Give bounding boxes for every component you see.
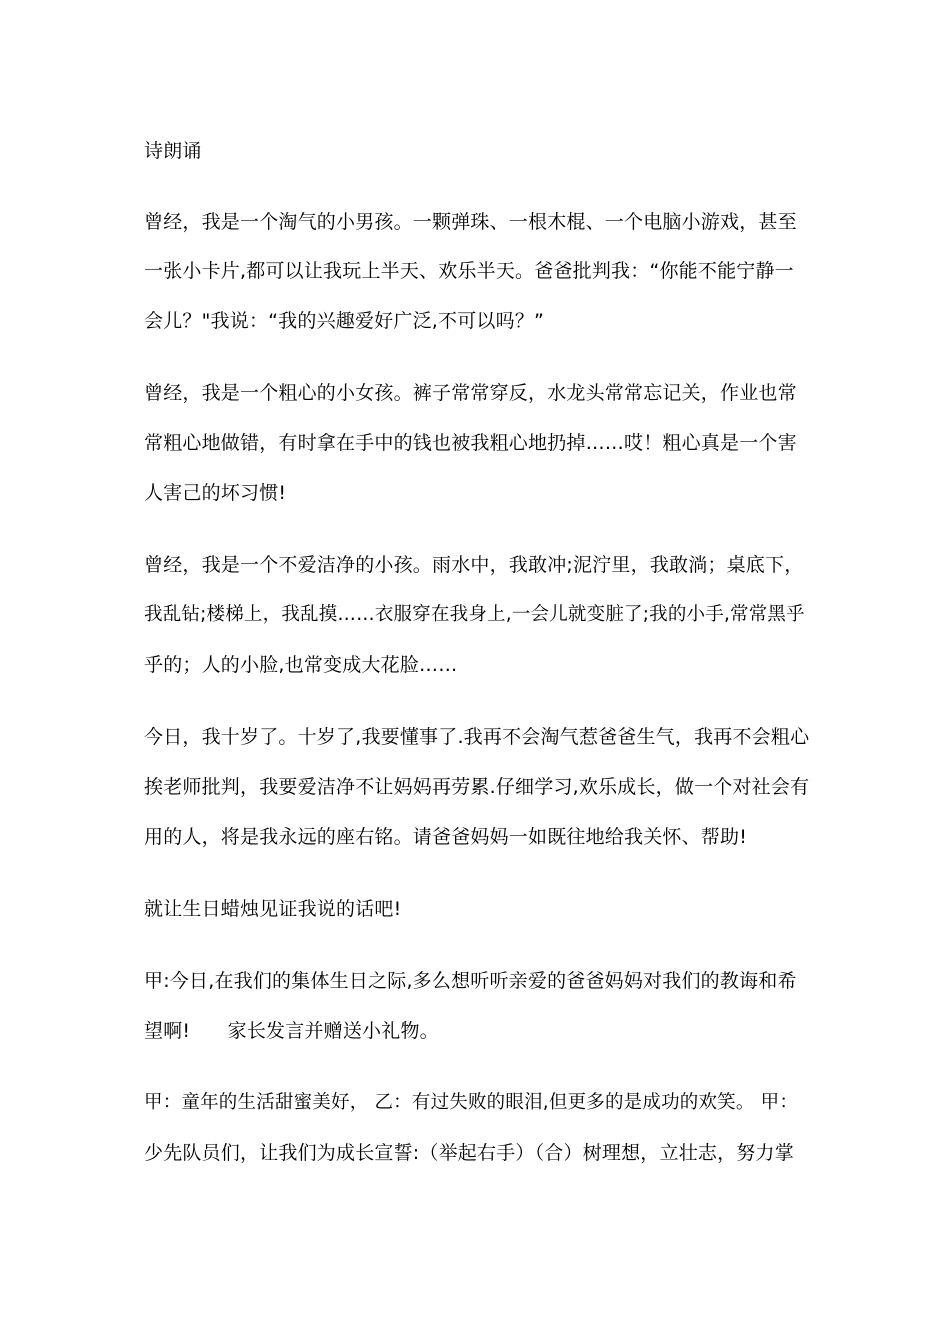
paragraph-line: 望啊! 家长发言并赠送小礼物。 [144, 1020, 439, 1042]
paragraph-line: 常粗心地做错，有时拿在手中的钱也被我粗心地扔掉……哎！粗心真是一个害 [144, 432, 797, 454]
paragraph-line: 我乱钻;楼梯上，我乱摸……衣服穿在我身上,一会儿就变脏了;我的小手,常常黑乎 [144, 604, 805, 625]
paragraph-line: 甲：童年的生活甜蜜美好， 乙：有过失败的眼泪,但更多的是成功的欢笑。 甲： [144, 1092, 799, 1113]
paragraph-line: 挨老师批判，我要爱洁净不让妈妈再劳累.仔细学习,欢乐成长，做一个对社会有 [144, 776, 810, 798]
paragraph-line: 少先队员们，让我们为成长宣誓:（举起右手）（合）树理想，立壮志，努力掌 [144, 1142, 794, 1164]
paragraph-line: 用的人，将是我永远的座右铭。请爸爸妈妈一如既往地给我关怀、帮助! [144, 826, 748, 848]
paragraph-line: 曾经，我是一个粗心的小女孩。裤子常常穿反，水龙头常常忘记关，作业也常 [144, 382, 797, 404]
paragraph-line: 曾经，我是一个不爱洁净的小孩。雨水中，我敢冲;泥泞里，我敢淌；桌底下， [144, 554, 804, 576]
paragraph-line: 就让生日蜡烛见证我说的话吧! [144, 898, 402, 920]
document-title: 诗朗诵 [144, 140, 202, 162]
paragraph-line: 今日，我十岁了。十岁了,我要懂事了.我再不会淘气惹爸爸生气，我再不会粗心 [144, 726, 810, 748]
paragraph-line: 会儿？"我说：“我的兴趣爱好广泛,不可以吗？” [144, 310, 545, 332]
paragraph-line: 曾经，我是一个淘气的小男孩。一颗弹珠、一根木棍、一个电脑小游戏，甚至 [144, 211, 797, 233]
paragraph-line: 乎的；人的小脸,也常变成大花脸…… [144, 654, 458, 676]
paragraph-line: 人害己的坏习惯! [144, 482, 287, 504]
paragraph-line: 甲:今日,在我们的集体生日之际,多么想听听亲爱的爸爸妈妈对我们的教诲和希 [144, 970, 797, 992]
paragraph-line: 一张小卡片,都可以让我玩上半天、欢乐半天。爸爸批判我：“你能不能宁静一 [144, 260, 794, 282]
